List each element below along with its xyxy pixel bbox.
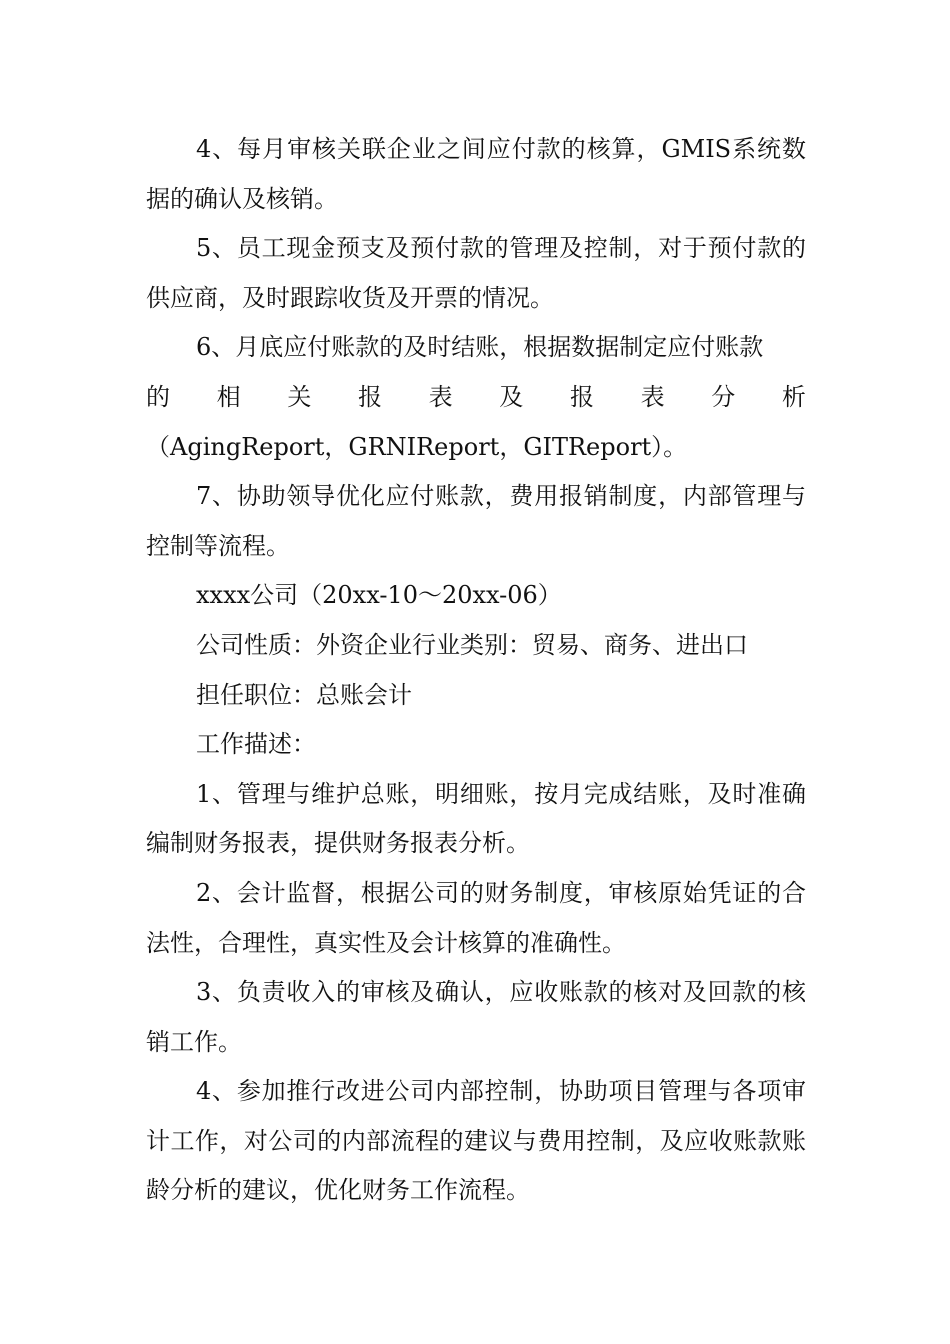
spread-char: 关	[287, 382, 312, 411]
company-nature: 公司性质：外资企业行业类别：贸易、商务、进出口	[196, 630, 748, 659]
spread-char: 相	[216, 382, 241, 411]
spread-char: 表	[640, 382, 665, 411]
paragraph-duty-6-reports-line: （AgingReport，GRNIReport，GITReport）。	[146, 432, 688, 461]
spread-char: 析	[781, 382, 806, 411]
spread-char: 报	[357, 382, 382, 411]
document-body	[146, 125, 806, 1216]
paragraph-duty-6-line-1: 6、月底应付账款的及时结账，根据数据制定应付账款	[196, 333, 764, 362]
position-title: 担任职位：总账会计	[196, 680, 412, 709]
paragraph-duty-6-spread-line	[146, 373, 806, 423]
spread-char: 表	[428, 382, 453, 411]
spread-char: 及	[499, 382, 524, 411]
spread-char: 的	[146, 382, 170, 411]
paragraph-gl-duty-3: 3、负责收入的审核及确认，应收账款的核对及回款的核销工作。	[146, 978, 806, 1056]
paragraph-duty-5-cash-advances: 5、员工现金预支及预付款的管理及控制，对于预付款的供应商，及时跟踪收货及开票的情况。	[146, 234, 806, 312]
company-heading: xxxx公司（20xx-10～20xx-06）	[196, 581, 562, 610]
job-description-heading: 工作描述：	[196, 730, 316, 759]
paragraph-duty-7-optimize-process: 7、协助领导优化应付账款，费用报销制度，内部管理与控制等流程。	[146, 482, 806, 560]
paragraph-gl-duty-4: 4、参加推行改进公司内部控制，协助项目管理与各项审计工作，对公司的内部流程的建议与费用控制，及应收账款账龄分析的建议，优化财务工作流程。	[146, 1077, 806, 1205]
paragraph-duty-4-payables-reconciliation: 4、每月审核关联企业之间应付款的核算，GMIS系统数据的确认及核销。	[146, 135, 806, 213]
spread-char: 报	[569, 382, 594, 411]
paragraph-gl-duty-2: 2、会计监督，根据公司的财务制度，审核原始凭证的合法性，合理性，真实性及会计核算的准确性。	[146, 878, 806, 957]
paragraph-gl-duty-1: 1、管理与维护总账，明细账，按月完成结账，及时准确编制财务报表，提供财务报表分析。	[146, 779, 806, 858]
spread-char: 分	[711, 382, 736, 411]
